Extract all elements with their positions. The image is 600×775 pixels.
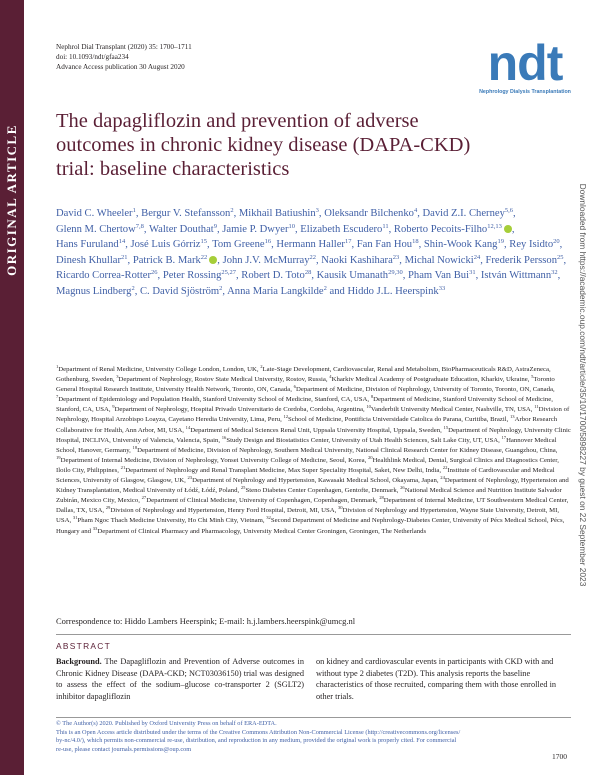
affiliation-number: 8 [370, 394, 374, 400]
affiliation-text: Department of Nephrology and Renal Transplant Medicine, Max Super Speciality Hospital, Saket, New Delhi, India, [125, 466, 442, 474]
author-affiliation-marker: 4 [413, 207, 418, 214]
license-line: by-nc/4.0/), which permits non-commercial re-use, distribution, and reproduction in any medium, provided the original work is properly cited. For commercial [56, 737, 457, 745]
author-name[interactable]: Tom Greene$^{16}$ [212, 238, 272, 251]
author-affiliation-marker: 17 [344, 238, 352, 246]
author-name[interactable]: Peter Rossing$^{25,27}$ [162, 269, 236, 282]
footer-divider [56, 717, 571, 718]
affiliation-number: 19 [56, 454, 61, 460]
affiliation-text: Study Design and Biostatistics Center, University of Utah Health Sciences, Salt Lake City, UT, USA, [226, 436, 500, 444]
author-name[interactable]: José Luis Górriz$^{15}$ [130, 238, 208, 251]
author-affiliation-marker: 16 [264, 238, 272, 246]
affiliation-number: 9 [112, 404, 115, 410]
author-name[interactable]: Oleksandr Bilchenko$^4$ [324, 207, 418, 219]
affiliation-text: Department of Medical Sciences Renal Unit, Uppsala University Hospital, Uppsala, Sweden, [190, 426, 442, 434]
author-affiliation-marker: 15 [200, 238, 208, 246]
author-name[interactable]: John J.V. McMurray$^{22}$ [222, 253, 316, 266]
affiliation-number: 18 [132, 444, 138, 450]
affiliation-number: 27 [141, 495, 147, 501]
author-affiliation-marker: 14 [118, 238, 126, 246]
affiliation-number: 20 [367, 454, 373, 460]
section-divider [56, 634, 571, 635]
author-affiliation-marker: 9 [213, 222, 217, 230]
license-line: This is an Open Access article distributed under the terms of the Creative Commons Attribution Non-Commercial License (http://creativecommons.org/licenses/ [56, 728, 461, 736]
affiliation-text: Second Department of Medicine and Nephrology-Diabetes Center, University of Pécs Medical School, Pécs, Hungary and [56, 517, 565, 535]
author-name[interactable]: Roberto Pecoits-Filho$^{12,13}$ [394, 224, 512, 235]
affiliation-text: Division of Nephrology and Hypertension, Henry Ford Hospital, Detroit, MI, USA, [110, 507, 337, 515]
author-affiliation-marker: 22 [200, 253, 208, 261]
author-affiliation-marker: 20 [553, 238, 560, 246]
author-name[interactable]: Pham Van Bui$^{31}$ [408, 269, 476, 282]
author-name[interactable]: Hiddo J.L. Heerspink$^{33}$ [347, 284, 446, 297]
affiliation-number: 1 [56, 364, 59, 369]
author-affiliation-marker: 18 [412, 238, 419, 246]
author-name[interactable]: Robert D. Toto$^{28}$ [241, 269, 312, 282]
affiliation-number: 24 [440, 475, 445, 481]
author-name[interactable]: Fan Fan Hou$^{18}$ [356, 238, 419, 251]
journal-logo [470, 35, 580, 100]
journal-meta [56, 42, 192, 72]
author-name[interactable]: Walter Douthat$^9$ [148, 222, 217, 235]
author-name[interactable]: Naoki Kashihara$^{23}$ [321, 253, 400, 266]
page-number: 1700 [552, 752, 567, 761]
affiliation-text: Department of Internal Medicine, UT Southwestern Medical Center, Dallas, TX, USA, [56, 497, 569, 515]
affiliation-text: Kharkiv Medical Academy of Postgraduate Education, Kharkiv, Ukraine, [331, 376, 530, 384]
affiliation-number: 32 [266, 515, 271, 521]
affiliation-text: Toronto General Hospital Research Institute, University Health Network, Toronto, ON, Canada, [56, 376, 555, 394]
affiliation-text: Steno Diabetes Center Copenhagen, Gentofte, Denmark, [245, 487, 399, 495]
journal-citation: Nephrol Dial Transplant (2020) 35: 1700–1711 [56, 43, 192, 51]
author-name[interactable]: Rey Isidto$^{20}$ [509, 238, 560, 251]
abstract-left-text: The Dapagliflozin and Prevention of Adverse outcomes in Chronic Kidney Disease (DAPA-CKD; NCT03036150) trial was designed to assess the effect of the sodium–glucose co-transporter 2 (SGLT2) inhibitor dapagliflozin [56, 657, 304, 701]
author-affiliation-marker: 3 [315, 207, 319, 214]
affiliation-number: 16 [221, 434, 227, 440]
affiliation-number: 13 [510, 414, 515, 420]
affiliation-number: 15 [443, 424, 449, 430]
author-name[interactable]: Jamie P. Dwyer$^{10}$ [222, 222, 295, 235]
author-affiliation-marker: 1 [132, 207, 136, 214]
author-name[interactable]: Kausik Umanath$^{29,30}$ [316, 269, 403, 282]
affiliation-text: Hannover Medical School, Hanover, Germany, [56, 436, 557, 454]
author-affiliation-marker: 5,6 [504, 207, 513, 214]
affiliation-text: Department of Medicine, Division of Nephrology, University of Toronto, Toronto, ON, Canada, [295, 386, 555, 394]
author-name[interactable]: David C. Wheeler$^1$ [56, 207, 136, 219]
author-affiliation-marker: 26 [151, 269, 158, 277]
author-name[interactable]: Hermann Haller$^{17}$ [276, 238, 352, 251]
author-affiliation-marker: 25 [557, 253, 564, 261]
affiliation-number: 17 [501, 434, 507, 440]
author-name[interactable]: C. David Sjöström$^2$ [139, 284, 223, 297]
author-name[interactable]: Magnus Lindberg$^2$ [56, 284, 135, 297]
affiliation-text: Pham Ngoc Thach Medicine University, Ho Chi Minh City, Vietnam, [77, 517, 265, 525]
affiliation-number: 29 [105, 505, 111, 511]
affiliation-text: Healthlink Medical, Dental, Surgical Clinics and Diagnostics Center, Iloilo City, Philippines, [56, 456, 559, 474]
affiliation-number: 3 [116, 374, 119, 380]
license-line: re-use, please contact journals.permissions@oup.com [56, 746, 192, 754]
orcid-icon[interactable] [209, 256, 217, 264]
article-type-label: ORIGINAL ARTICLE [4, 124, 19, 276]
affiliation-number: 7 [56, 394, 59, 400]
affiliation-text: Department of Nephrology and Hypertension, Kawasaki Medical School, Okayama, Japan, [192, 477, 439, 485]
affiliation-number: 23 [187, 475, 193, 481]
author-list: David C. Wheeler$^1$, Bergur V. Stefansson$^2$, Mikhail Batiushin$^3$, Oleksandr Bilchenko$^4$, David Z.I. Cherney$^{5,6}$, Glenn M. Chertow$^{7,8}$, Walter Douthat$^9$, Jamie P. Dwyer$^{10}$, Elizabeth Escudero$^{11}$, Roberto Pecoits-Filho$^{12,13}$ , Hans Furuland$^{14}$, José Luis Górriz$^{15}$, Tom Greene$^{16}$, Hermann Haller$^{17}$, Fan Fan Hou$^{18}$, Shin-Wook Kang$^{19}$, Rey Isidto$^{20}$, Dinesh Khullar$^{21}$, Patrick B. Mark$^{22}$ , John J.V. McMurray$^{22}$, Naoki Kashihara$^{23}$, Michal Nowicki$^{24}$, Frederik Persson$^{25}$, Ricardo Correa-Rotter$^{26}$, Peter Rossing$^{25,27}$, Robert D. Toto$^{28}$, Kausik Umanath$^{29,30}$, Pham Van Bui$^{31}$, István Wittmann$^{32}$, Magnus Lindberg$^2$, C. David Sjöström$^2$, Anna Maria Langkilde$^2$ and Hiddo J.L. Heerspink$^{33}$ [56, 207, 567, 297]
abstract-column-left [56, 656, 304, 702]
affiliation-text: Arbor Research Collaborative for Health, Ann Arbor, MI, USA, [56, 416, 558, 434]
affiliation-text: Department of Nephrology, Rostov State Medical University, Rostov, Russia, [118, 376, 328, 384]
author-affiliation-marker: 2 [230, 207, 234, 214]
author-affiliation-marker: 23 [392, 253, 400, 261]
correspondence-line: Correspondence to: Hiddo Lambers Heerspink; E-mail: h.j.lambers.heerspink@umcg.nl [56, 616, 356, 626]
affiliation-number: 25 [240, 485, 246, 491]
license-footer [56, 720, 548, 755]
author-affiliation-marker: 32 [551, 269, 558, 277]
author-name[interactable]: Patrick B. Mark$^{22}$ [133, 255, 217, 266]
author-name[interactable]: Michal Nowicki$^{24}$ [404, 253, 481, 266]
author-affiliation-marker: 2 [323, 284, 327, 292]
logo-subtitle: Nephrology Dialysis Transplantation [479, 89, 571, 95]
author-name[interactable]: Ricardo Correa-Rotter$^{26}$ [56, 269, 158, 282]
affiliation-number: 14 [185, 424, 191, 430]
author-affiliation-marker: 22 [309, 253, 316, 261]
affiliation-text: Department of Medicine, Stanford University School of Medicine, Stanford, CA, USA, [56, 396, 553, 414]
affiliation-text: Department of Clinical Pharmacy and Pharmacology, University Medical Center Groningen, Groningen, The Netherlands [97, 527, 427, 535]
affiliation-number: 22 [442, 464, 448, 470]
author-affiliation-marker: 29,30 [388, 269, 403, 277]
affiliation-number: 21 [120, 464, 126, 470]
download-watermark: Downloaded from https://academic.oup.com/ndt/article/35/10/1700/5898227 by guest on 22 September 2023 [578, 183, 588, 587]
affiliation-number: 10 [366, 404, 371, 410]
abstract-right-text: on kidney and cardiovascular events in participants with CKD with and without type 2 diabetes (T2D). This analysis reports the baseline characteristics of those recruited, comparing them with those enrolled in other trials. [316, 657, 557, 701]
author-name[interactable]: Mikhail Batiushin$^3$ [238, 207, 319, 219]
author-affiliation-marker: 11 [382, 222, 389, 230]
author-affiliation-marker: 21 [121, 253, 128, 261]
article-title: The dapagliflozin and prevention of adverse outcomes in chronic kidney disease (DAPA-CKD) trial: baseline characteristics [56, 110, 471, 180]
journal-doi: doi: 10.1093/ndt/gfaa234 [56, 53, 129, 61]
author-affiliation-marker: 33 [438, 284, 446, 292]
author-name[interactable]: Hans Furuland$^{14}$ [56, 238, 126, 251]
abstract-column-right [316, 656, 571, 702]
affiliation-text: Division of Nephrology, Hospital Arzobispo Loayza, Cayetano Heredia University, Lima, Peru, [56, 406, 570, 424]
author-affiliation-marker: 19 [497, 238, 504, 246]
affiliation-number: 12 [283, 414, 289, 420]
affiliation-text: Late-Stage Development, Cardiovascular, Renal and Metabolism, BioPharmaceuticals R&D, AstraZeneca, Gothenburg, Sweden, [56, 366, 551, 384]
affiliation-text: Department of Medicine, Division of Nephrology, Southern Medical University, National Clinical Research Center for Kidney Disease, Guangzhou, China, [137, 446, 558, 454]
affiliation-text: Department of Epidemiology and Population Health, Stanford University School of Medicine, Stanford, CA, USA, [58, 396, 370, 404]
affiliation-text: Vanderbilt University Medical Center, Nashville, TN, USA, [370, 406, 533, 414]
advance-access-note: Advance Access publication 30 August 2020 [56, 63, 185, 71]
affiliation-text: Institute of Cardiovascular and Medical Sciences, University of Glasgow, Glasgow, UK, [56, 466, 555, 485]
affiliation-text: Department of Nephrology, Hypertension and Kidney Transplantation, Medical University of Łódź, Łódź, Poland, [56, 477, 569, 495]
affiliation-text: Department of Nephrology, Hospital Privado Universitario de Cordoba, Cordoba, Argentina, [114, 406, 365, 414]
affiliation-text: Division of Nephrology and Hypertension, Wayne State University, Detroit, MI, USA, [56, 507, 560, 525]
affiliation-number: 31 [72, 515, 78, 521]
article-type-sidebar [0, 0, 24, 775]
abstract-background-label: Background. [56, 657, 102, 666]
affiliation-text: Department of Clinical Medicine, University of Copenhagen, Copenhagen, Denmark, [146, 497, 378, 505]
author-affiliation-marker: 2 [219, 284, 223, 292]
affiliation-number: 28 [379, 495, 384, 501]
author-affiliation-marker: 28 [304, 269, 312, 277]
author-affiliation-marker: 25,27 [221, 269, 236, 277]
author-name[interactable]: Glenn M. Chertow$^{7,8}$ [56, 222, 144, 235]
author-name[interactable]: István Wittmann$^{32}$ [480, 269, 558, 282]
author-name[interactable]: Anna Maria Langkilde$^2$ [227, 284, 327, 297]
affiliation-text: Department of Renal Medicine, University College London, London, UK, [58, 366, 259, 373]
author-affiliation-marker: 12,13 [487, 222, 502, 230]
affiliation-number: 2 [260, 364, 263, 369]
author-affiliation-marker: 31 [469, 269, 476, 277]
author-affiliation-marker: 2 [131, 284, 135, 292]
affiliation-number: 11 [534, 404, 539, 410]
affiliation-number: 33 [92, 525, 98, 531]
logo-word: ndt [487, 35, 563, 91]
affiliation-number: 6 [293, 384, 296, 390]
affiliation-text: School of Medicine, Pontificia Universidade Catolica do Parana, Curitiba, Brazil, [288, 416, 509, 424]
affiliation-text: National Medical Science and Nutrition Institute Salvador Zubirán, Mexico City, Mexico, [56, 487, 562, 505]
affiliation-number: 4 [329, 374, 332, 380]
author-affiliation-marker: 7,8 [135, 222, 144, 230]
author-name[interactable]: Elizabeth Escudero$^{11}$ [300, 222, 389, 235]
copyright-line: © The Author(s) 2020. Published by Oxford University Press on behalf of ERA-EDTA. [56, 720, 277, 727]
author-name[interactable]: Shin-Wook Kang$^{19}$ [423, 238, 504, 251]
orcid-icon[interactable] [504, 225, 512, 233]
affiliation-number: 5 [531, 374, 534, 380]
affiliation-number: 30 [337, 505, 343, 511]
author-affiliation-marker: 10 [288, 222, 295, 230]
author-affiliation-marker: 24 [473, 253, 481, 261]
affiliation-text: Department of Internal Medicine, Division of Nephrology, Yonsei University College of Medicine, Seoul, Korea, [60, 456, 367, 464]
author-name[interactable]: Frederik Persson$^{25}$ [485, 253, 564, 266]
affiliation-number: 26 [400, 485, 405, 491]
affiliation-text: Department of Nephrology, University Clinic Hospital, INCLIVA, University of Valencia, Valencia, Spain, [56, 426, 571, 444]
abstract-heading: ABSTRACT [56, 641, 112, 651]
author-name[interactable]: Dinesh Khullar$^{21}$ [56, 253, 128, 266]
affiliation-list [56, 365, 571, 537]
author-name[interactable]: David Z.I. Cherney$^{5,6}$ [422, 207, 513, 219]
author-name[interactable]: Bergur V. Stefansson$^2$ [141, 207, 234, 219]
